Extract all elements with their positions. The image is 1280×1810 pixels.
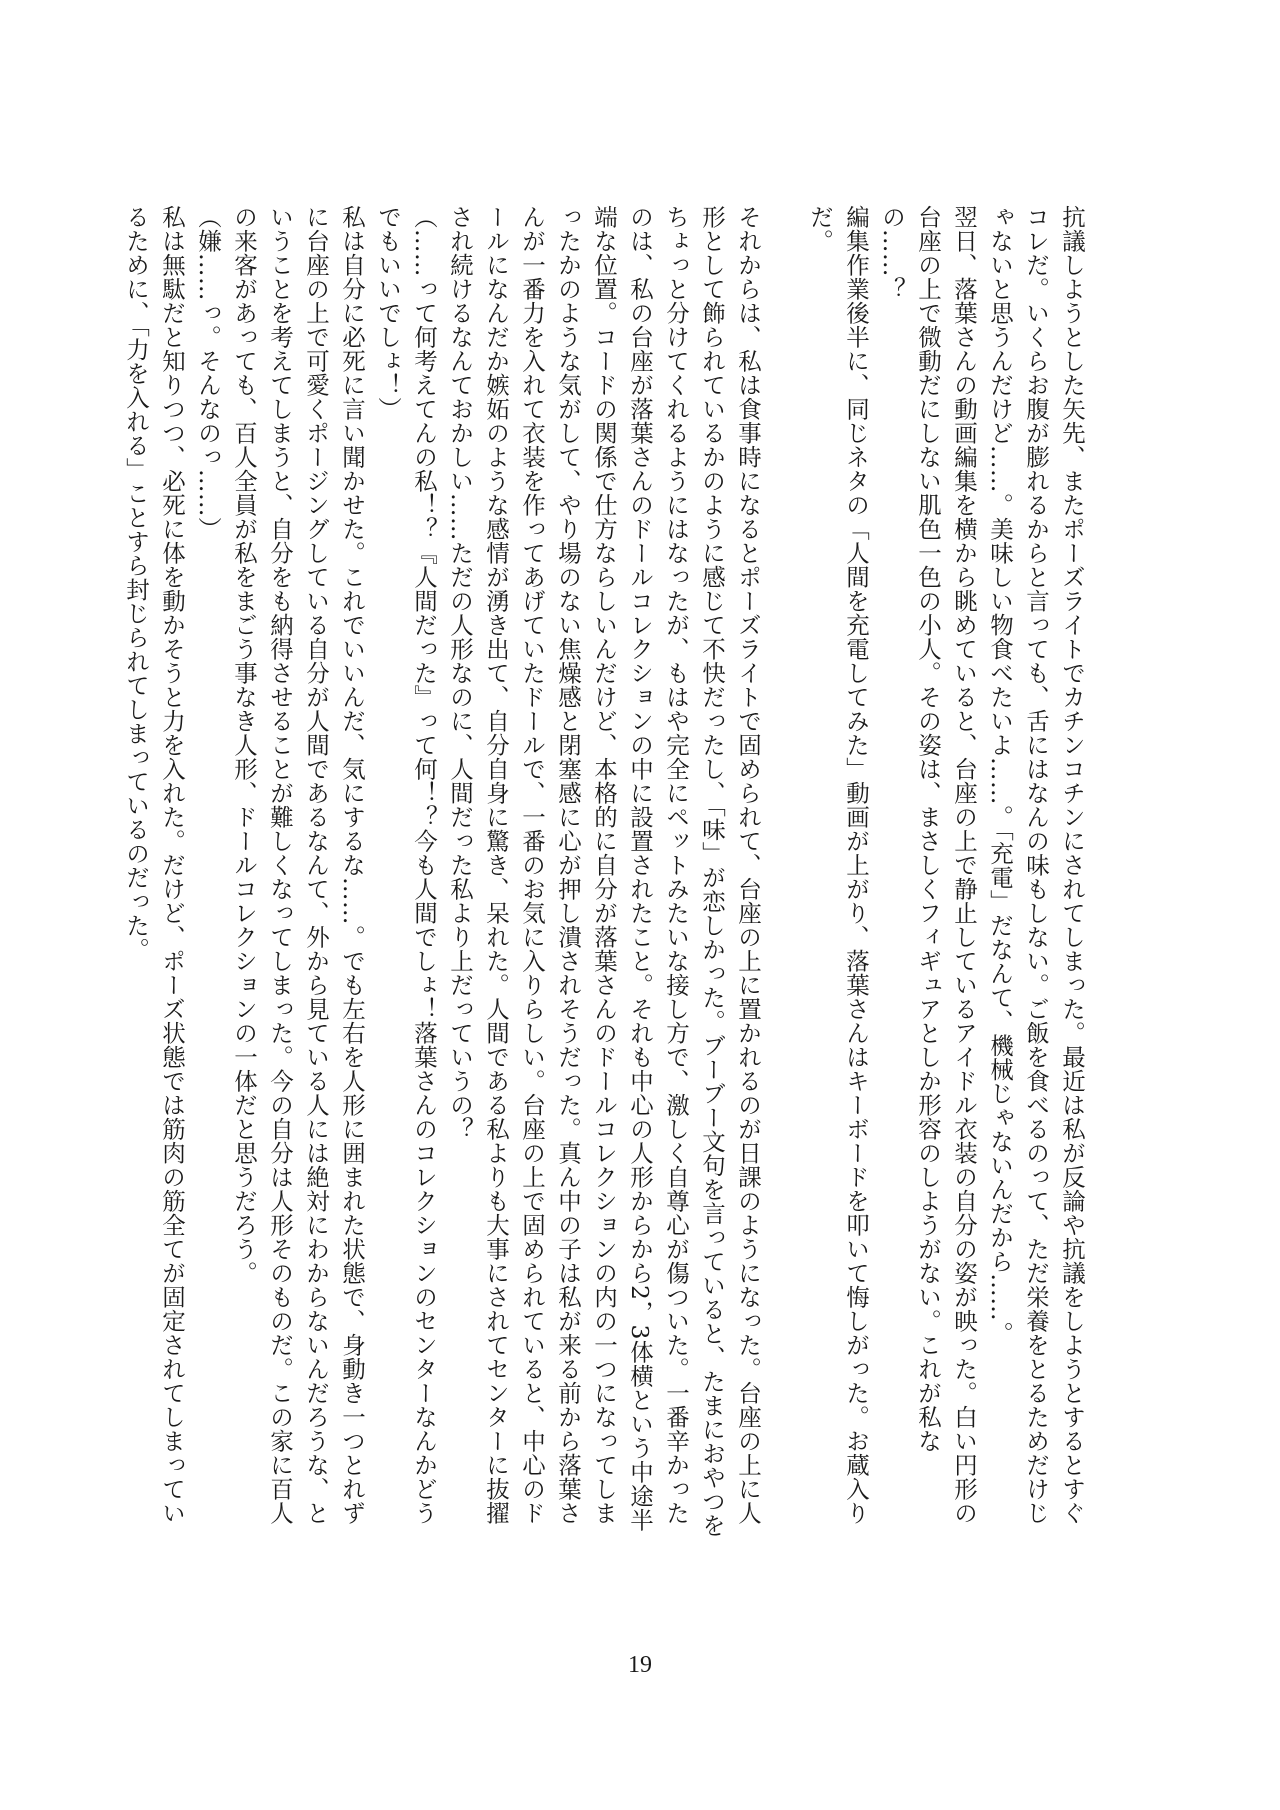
paragraph-1: 抗議しようとした矢先、またポーズライトでカチンコチンにされてしまった。最近は私が反論や抗議をしようとするとすぐコレだ。いくらお腹が膨れるからと言っても、舌にはなんの味もしない。ご飯を食べるのって、ただ栄養をとるためだけじゃないと思うんだけど……。美味しい物食べたいよ……。「充電」だなんて、機械じゃないんだから……。 xyxy=(986,205,1086,1525)
paragraph-6: 私は自分に必死に言い聞かせた。これでいいんだ、気にするな……。でも左右を人形に囲まれた状態で、身動き一つとれずに台座の上で可愛くポージングしている自分が人間であるなんて、外から見ている人には絶対にわからないんだろうな、ということを考えてしまうと、自分をも納得させることが難しくなってしまった。今の自分は人形そのものだ。この家に百人の来客があっても、百人全員が私をまごう事なき人形、ドールコレクションの一体だと思うだろう。 xyxy=(230,205,366,1525)
paragraph-2: 翌日、落葉さんの動画編集を横から眺めていると、台座の上で静止しているアイドル衣装の自分の姿が映った。白い円形の台座の上で微動だにしない肌色一色の小人。その姿は、まさしくフィギュアとしか形容のしようがない。これが私なの……？ xyxy=(878,205,978,1525)
blank-line xyxy=(766,205,802,1540)
paragraph-7: （嫌……っ。そんなのっ……） xyxy=(194,205,222,541)
paragraph-4: それからは、私は食事時になるとポーズライトで固められて、台座の上に置かれるのが日課のようになった。台座の上に人形として飾られているかのように感じて不快だったし、「味」が恋しかった。ブーブー文句を言っていると、たまにおやつをちょっと分けてくれるようにはなったが、もはや完全にペットみたいな接し方で、激しく自尊心が傷ついた。一番辛かったのは、私の台座が落葉さんのドールコレクションの中に設置されたこと。それも中心の人形からから2，3体横という中途半端な位置。コードの関係で仕方ならしいんだけど、本格的に自分が落葉さんのドールコレクションの内の一つになってしまったかのような気がして、やり場のない焦燥感と閉塞感に心が押し潰されそうだった。真ん中の子は私が来る前から落葉さんが一番力を入れて衣装を作ってあげていたドールで、一番のお気に入りらしい。台座の上で固められていると、中心のドールになんだか嫉妬のような感情が湧き出て、自分自身に驚き、呆れた。人間である私よりも大事にされてセンターに抜擢され続けるなんておかしい……ただの人形なのに、人間だった私より上だっていうの？ xyxy=(446,205,762,1538)
paragraph-3: 編集作業後半に、同じネタの「人間を充電してみた」動画が上がり、落葉さんはキーボードを叩いて悔しがった。お蔵入りだ。 xyxy=(806,205,870,1525)
paragraph-5: （……って何考えてんの私！？『人間だった』って何！？今も人間でしょ！落葉さんのコレクションのセンターなんかどうでもいいでしょ！） xyxy=(374,205,438,1525)
body-text xyxy=(122,205,1090,1540)
paragraph-8: 私は無駄だと知りつつ、必死に体を動かそうと力を入れた。だけど、ポーズ状態では筋肉の筋全てが固定されてしまっているために、「力を入れる」ことすら封じられてしまっているのだった。 xyxy=(122,205,186,1525)
page-number: 19 xyxy=(628,1652,652,1678)
